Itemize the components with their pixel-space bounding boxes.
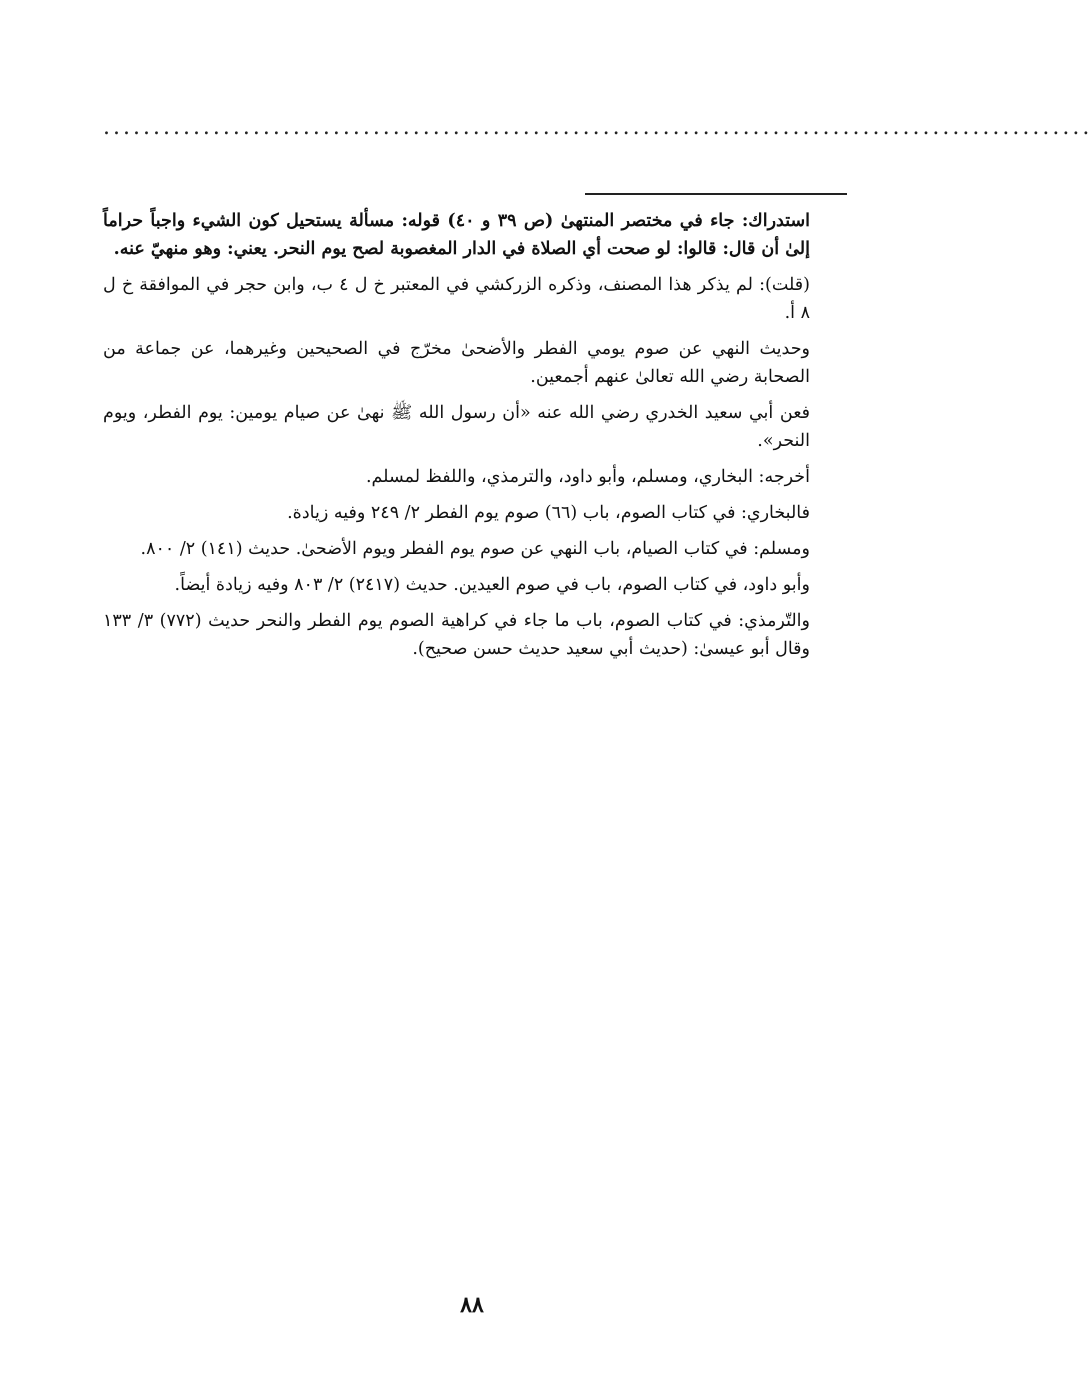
footnote-paragraph: وحديث النهي عن صوم يومي الفطر والأضحىٰ مخرّج في الصحيحين وغيرهما، عن جماعة من الصحابة رضي الله تعالىٰ عنهم أجمعين. — [103, 339, 810, 387]
footnote-paragraph: استدراك: جاء في مختصر المنتهىٰ (ص ٣٩ و ٤٠) قوله: مسألة يستحيل كون الشيء واجباً حراماً إلىٰ أن قال: قالوا: لو صحت أي الصلاة في الدار المغصوبة لصح يوم النحر. يعني: وهو منهيّ عنه. — [103, 211, 811, 259]
footnote-paragraph: وأبو داود، في كتاب الصوم، باب في صوم العيدين. حديث (٢٤١٧) ٢/ ٨٠٣ وفيه زيادة أيضاً. — [174, 575, 810, 595]
footnote-paragraph: (قلت): لم يذكر هذا المصنف، وذكره الزركشي في المعتبر خ ل ٤ ب، وابن حجر في الموافقة خ ل ٨ أ. — [103, 275, 810, 323]
footnote-paragraph: فعن أبي سعيد الخدري رضي الله عنه «أن رسول الله ﷺ نهىٰ عن صيام يومين: يوم الفطر، ويوم النحر». — [103, 403, 810, 451]
footnote-paragraph: فالبخاري: في كتاب الصوم، باب (٦٦) صوم يوم الفطر ٢/ ٢٤٩ وفيه زيادة. — [287, 503, 810, 523]
dotted-separator: ................................................................................................... — [103, 115, 1092, 140]
footnote-paragraph: والتّرمذي: في كتاب الصوم، باب ما جاء في كراهية الصوم يوم الفطر والنحر حديث (٧٧٢) ٣/ ١٣٣ وقال أبو عيسىٰ: (حديث أبي سعيد حديث حسن صحيح). — [103, 611, 810, 659]
footnote-paragraph: ومسلم: في كتاب الصيام، باب النهي عن صوم يوم الفطر ويوم الأضحىٰ. حديث (١٤١) ٢/ ٨٠٠. — [140, 539, 810, 559]
footnotes — [103, 207, 810, 671]
page-number: ٨٨ — [460, 1292, 484, 1318]
footnote-paragraph: أخرجه: البخاري، ومسلم، وأبو داود، والترمذي، واللفظ لمسلم. — [365, 467, 810, 487]
footnote-rule — [585, 193, 847, 195]
